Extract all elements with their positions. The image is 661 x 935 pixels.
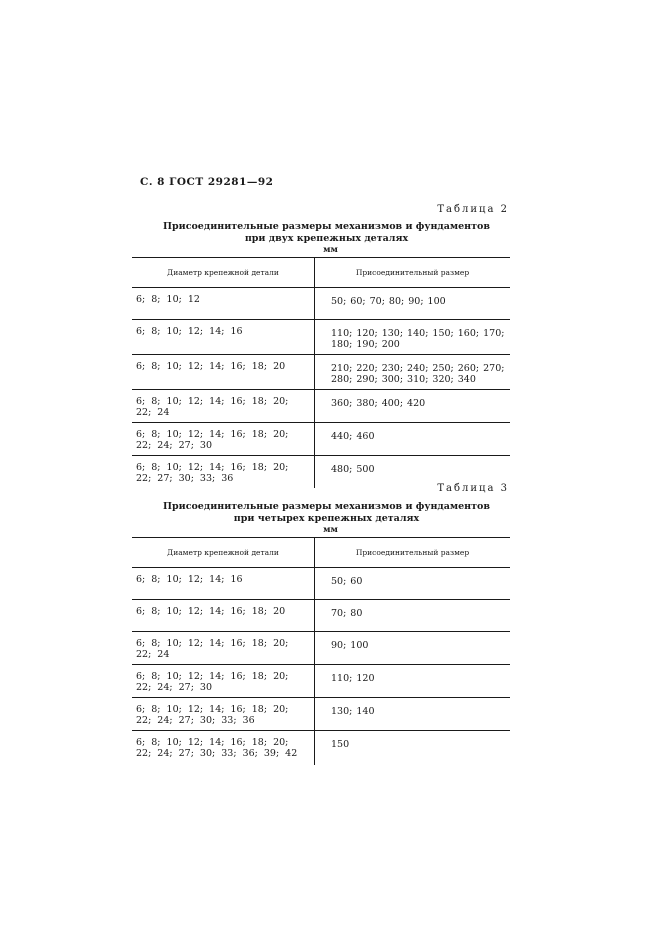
table3-col1-header: Диаметр крепежной детали (132, 538, 315, 568)
table3 (132, 537, 510, 765)
diameter-cell: 6; 8; 10; 12; 14; 16 (132, 568, 315, 600)
table-row (132, 731, 510, 765)
table2-unit: мм (323, 245, 338, 255)
table-row (132, 632, 510, 665)
table-row (132, 423, 510, 456)
size-cell: 440; 460 (315, 423, 511, 456)
table3-title (0, 501, 657, 525)
diameter-cell: 6; 8; 10; 12; 14; 16; 18; 20; 22; 27; 30; 33; 36 (132, 456, 315, 489)
diameter-cell: 6; 8; 10; 12; 14; 16; 18; 20; 22; 24; 27; 30; 33; 36 (132, 698, 315, 731)
size-cell: 90; 100 (315, 632, 511, 665)
diameter-cell: 6; 8; 10; 12; 14; 16; 18; 20 (132, 600, 315, 632)
page-header: С. 8 ГОСТ 29281—92 (140, 176, 274, 188)
size-cell: 130; 140 (315, 698, 511, 731)
diameter-cell: 6; 8; 10; 12; 14; 16; 18; 20 (132, 355, 315, 390)
table2-title (0, 221, 657, 245)
table-row (132, 390, 510, 423)
diameter-cell: 6; 8; 10; 12; 14; 16; 18; 20; 22; 24 (132, 390, 315, 423)
diameter-cell: 6; 8; 10; 12; 14; 16; 18; 20; 22; 24; 27; 30; 33; 36; 39; 42 (132, 731, 315, 765)
table2-header-row (132, 258, 510, 288)
table3-header-row (132, 538, 510, 568)
diameter-cell: 6; 8; 10; 12; 14; 16; 18; 20; 22; 24 (132, 632, 315, 665)
table3-unit: мм (323, 525, 338, 535)
diameter-cell: 6; 8; 10; 12; 14; 16; 18; 20; 22; 24; 27; 30 (132, 665, 315, 698)
table-row (132, 698, 510, 731)
table3-title-line1: Присоединительные размеры механизмов и фундаментов (163, 501, 490, 512)
table2-label: Таблица 2 (437, 204, 509, 215)
size-cell: 360; 380; 400; 420 (315, 390, 511, 423)
size-cell: 70; 80 (315, 600, 511, 632)
size-cell: 110; 120 (315, 665, 511, 698)
diameter-cell: 6; 8; 10; 12 (132, 288, 315, 320)
table-row (132, 600, 510, 632)
size-cell: 50; 60; 70; 80; 90; 100 (315, 288, 511, 320)
table3-label: Таблица 3 (437, 483, 509, 494)
table-row (132, 568, 510, 600)
diameter-cell: 6; 8; 10; 12; 14; 16; 18; 20; 22; 24; 27; 30 (132, 423, 315, 456)
size-cell: 480; 500 (331, 464, 375, 475)
table-row (132, 355, 510, 390)
size-cell: 210; 220; 230; 240; 250; 260; 270; 280; 290; 300; 310; 320; 340 (315, 355, 511, 390)
diameter-cell: 6; 8; 10; 12; 14; 16 (132, 320, 315, 355)
table2-col1-header: Диаметр крепежной детали (132, 258, 315, 288)
table2-title-line2: при двух крепежных деталях (244, 233, 409, 244)
size-cell: 150 (331, 739, 350, 750)
table-row (132, 288, 510, 320)
size-cell: 50; 60 (315, 568, 511, 600)
table3-title-line2: при четырех крепежных деталях (233, 513, 420, 524)
table2-col2-header: Присоединительный размер (315, 258, 511, 288)
table2-title-line1: Присоединительные размеры механизмов и фундаментов (163, 221, 490, 232)
size-cell: 110; 120; 130; 140; 150; 160; 170; 180; 190; 200 (315, 320, 511, 355)
table3-col2-header: Присоединительный размер (315, 538, 511, 568)
table2 (132, 257, 510, 488)
table-row (132, 665, 510, 698)
table-row (132, 320, 510, 355)
